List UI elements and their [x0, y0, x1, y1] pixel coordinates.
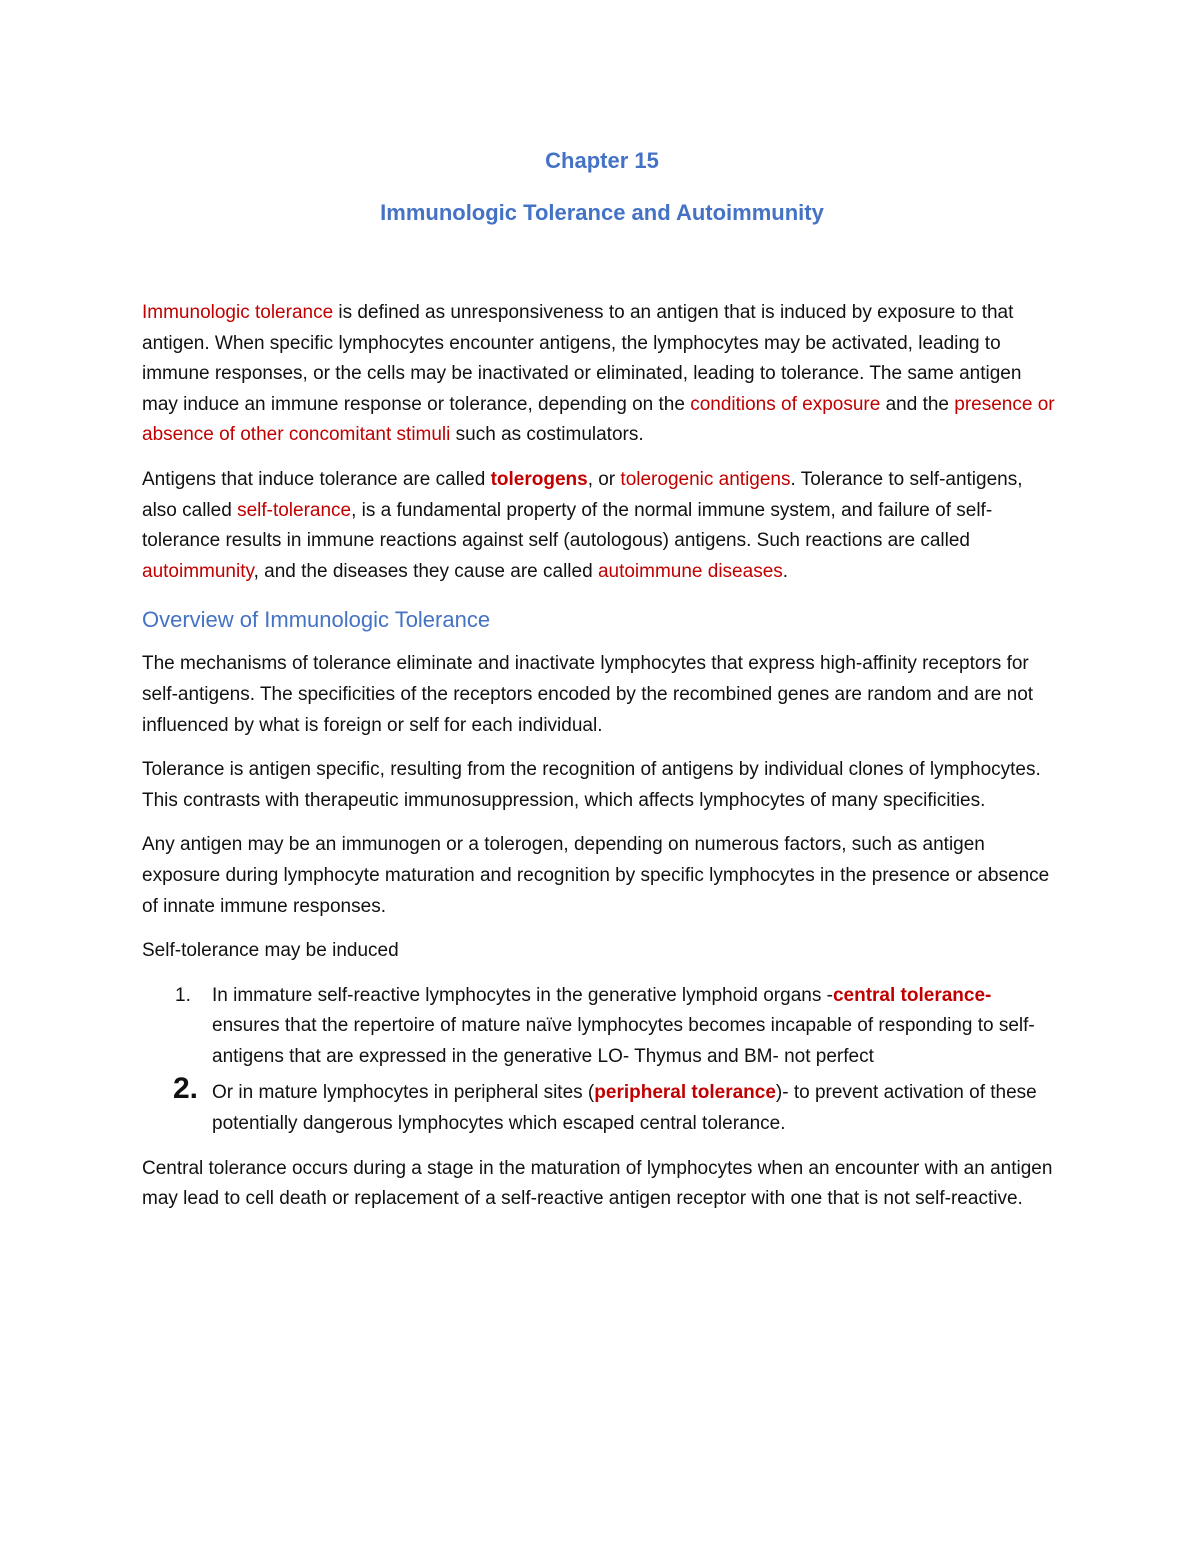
- paragraph-mechanisms: The mechanisms of tolerance eliminate and inactivate lymphocytes that express high-affinity receptors for self-antigens. The specificities of the receptors encoded by the recombined genes are random and are not influenced by what is foreign or self for each individual.: [142, 653, 1034, 736]
- term-tolerogenic-antigens: tolerogenic antigens: [620, 468, 791, 490]
- chapter-number: Chapter 15: [545, 148, 659, 173]
- list-number: 1.: [175, 984, 191, 1006]
- term-tolerogens: tolerogens: [490, 468, 588, 490]
- term-concomitant-stimuli: presence or absence of other concomitant stimuli: [142, 393, 1055, 446]
- text-run: Or in mature lymphocytes in peripheral sites (: [212, 1082, 595, 1104]
- list-number: 2.: [173, 1072, 199, 1106]
- term-peripheral-tolerance: peripheral tolerance: [594, 1082, 776, 1104]
- document-page: [142, 140, 1062, 1229]
- numbered-list: [142, 981, 1062, 1140]
- text-run: , and the diseases they cause are called: [253, 560, 598, 582]
- paragraph-tolerance-definition: [142, 298, 1062, 451]
- text-run: In immature self-reactive lymphocytes in the generative lymphoid organs -: [212, 984, 833, 1006]
- paragraph-self-tolerance-induced: Self-tolerance may be induced: [142, 940, 399, 962]
- text-run: , is a fundamental property of the normal immune system, and failure of self-tolerance results in immune reactions against self (autologous) antigens. Such reactions are called: [142, 499, 993, 552]
- paragraph-antigen-specific: Tolerance is antigen specific, resulting from the recognition of antigens by individual clones of lymphocytes. This contrasts with therapeutic immunosuppression, which affects lymphocytes of many specificities.: [142, 759, 1041, 811]
- term-autoimmunity: autoimmunity: [142, 560, 254, 582]
- chapter-title: Immunologic Tolerance and Autoimmunity: [380, 200, 824, 225]
- text-run: ensures that the repertoire of mature naïve lymphocytes becomes incapable of responding to self-antigens that are expressed in the generative LO- Thymus and BM- not perfect: [212, 1015, 1035, 1067]
- text-run: )- to prevent activation of these potentially dangerous lymphocytes which escaped central tolerance.: [212, 1082, 1037, 1135]
- term-conditions-of-exposure: conditions of exposure: [690, 393, 881, 415]
- term-immunologic-tolerance: Immunologic tolerance: [142, 302, 334, 323]
- section-heading: Overview of Immunologic Tolerance: [142, 607, 491, 633]
- text-run: , or: [587, 468, 621, 490]
- paragraph-tolerogens: [142, 465, 1062, 587]
- list-item: [142, 1072, 1062, 1139]
- list-item: [142, 981, 1062, 1073]
- text-run: and the: [880, 393, 955, 415]
- paragraph-central-tolerance: Central tolerance occurs during a stage in the maturation of lymphocytes when an encounter with an antigen may lead to cell death or replacement of a self-reactive antigen receptor with one that is not self-reactive.: [142, 1157, 1053, 1210]
- text-run: . Tolerance to self-antigens, also called: [142, 468, 1023, 521]
- term-self-tolerance: self-tolerance: [237, 499, 352, 521]
- paragraph-immunogen-tolerogen: Any antigen may be an immunogen or a tolerogen, depending on numerous factors, such as antigen exposure during lymphocyte maturation and recognition by specific lymphocytes in the presence or absence of innate immune responses.: [142, 834, 1050, 917]
- term-central-tolerance: central tolerance-: [832, 984, 992, 1006]
- text-run: is defined as unresponsiveness to an antigen that is induced by exposure to that antigen. When specific lymphocytes encounter antigens, the lymphocytes may be activated, leading to immune responses, or the cells may be inactivated or eliminated, leading to tolerance. The same antigen may induce an immune response or tolerance, depending on the: [142, 302, 1022, 415]
- text-run: Antigens that induce tolerance are called: [142, 468, 491, 490]
- text-run: such as costimulators.: [450, 424, 644, 446]
- text-run: .: [782, 560, 789, 582]
- term-autoimmune-diseases: autoimmune diseases: [597, 560, 783, 582]
